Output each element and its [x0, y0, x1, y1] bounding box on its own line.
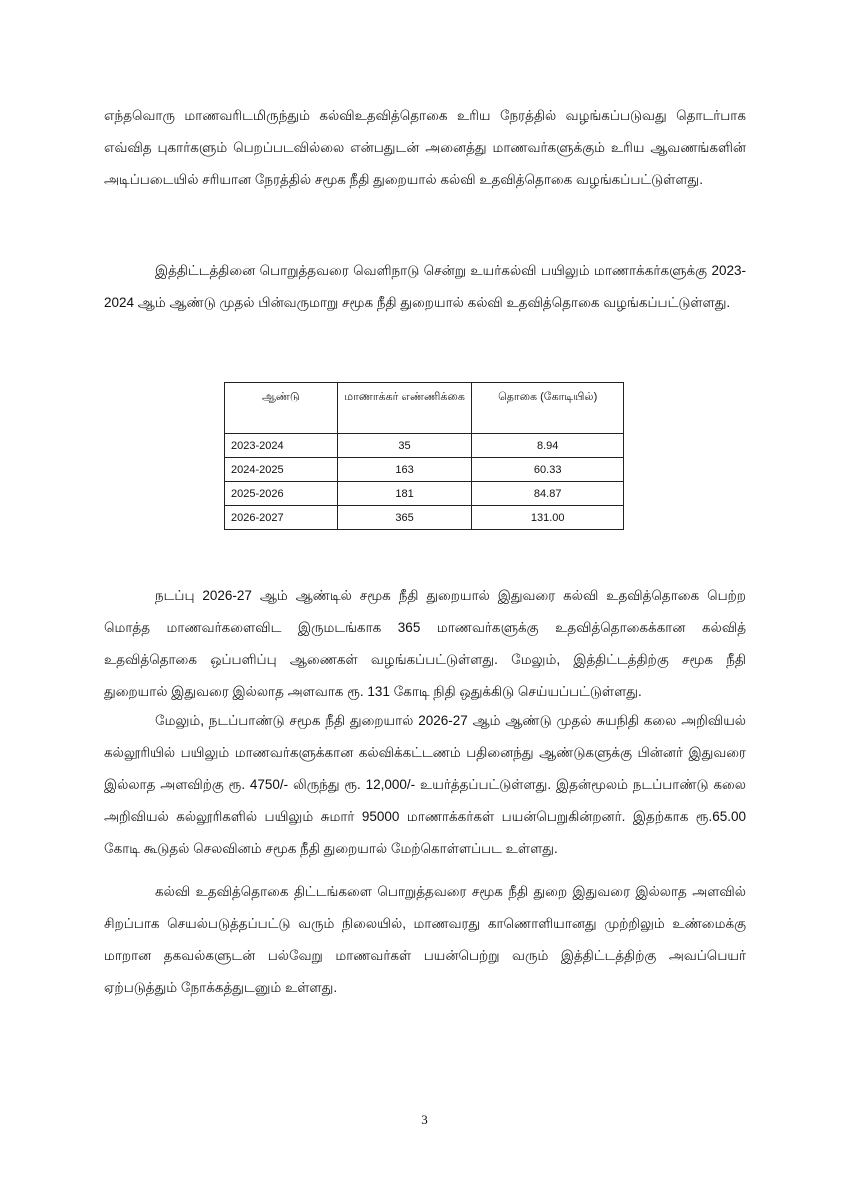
cell-amount: 8.94 [472, 434, 624, 458]
cell-year: 2024-2025 [225, 458, 338, 482]
cell-students: 365 [337, 506, 472, 530]
scholarship-table [224, 382, 624, 530]
table-header-row [225, 383, 624, 434]
cell-year: 2025-2026 [225, 482, 338, 506]
paragraph-complaints: எந்தவொரு மாணவரிடமிருந்தும் கல்விஉதவித்தொகை உரிய நேரத்தில் வழங்கப்படுவது தொடர்பாக எவ்வித புகார்களும் பெறப்படவில்லை என்பதுடன் அனைத்து மாணவர்களுக்கும் உரிய ஆவணங்களின் அடிப்படையில் சரியான நேரத்தில் சமூக நீதி துறையால் கல்வி உதவித்தொகை வழங்கப்பட்டுள்ளது. [104, 108, 746, 187]
table-row [225, 458, 624, 482]
header-amount: தொகை (கோடியில்) [472, 383, 624, 434]
paragraph-current-year: நடப்பு 2026-27 ஆம் ஆண்டில் சமூக நீதி துறையால் இதுவரை கல்வி உதவித்தொகை பெற்ற மொத்த மாணவர்களைவிட இருமடங்காக 365 மாணவர்களுக்கு உதவித்தொகைக்கான கல்வித் உதவித்தொகை ஒப்பளிப்பு ஆணைகள் வழங்கப்பட்டுள்ளது. மேலும், இத்திட்டத்திற்கு சமூக நீதி துறையால் இதுவரை இல்லாத அளவாக ரூ. 131 கோடி நிதி ஒதுக்கிடு செய்யப்பட்டுள்ளது. [104, 588, 746, 699]
cell-amount: 131.00 [472, 506, 624, 530]
cell-amount: 60.33 [472, 458, 624, 482]
paragraph-conclusion: கல்வி உதவித்தொகை திட்டங்களை பொறுத்தவரை சமூக நீதி துறை இதுவரை இல்லாத அளவில் சிறப்பாக செயல்படுத்தப்பட்டு வரும் நிலையில், மாணவரது காணொளியானது முற்றிலும் உண்மைக்கு மாறான தகவல்களுடன் பல்வேறு மாணவர்கள் பயன்பெற்று வரும் இத்திட்டத்திற்கு அவப்பெயர் ஏற்படுத்தும் நோக்கத்துடனும் உள்ளது. [104, 884, 746, 995]
cell-year: 2026-2027 [225, 506, 338, 530]
cell-students: 181 [337, 482, 472, 506]
cell-year: 2023-2024 [225, 434, 338, 458]
page-number: 3 [421, 1112, 428, 1127]
header-year: ஆண்டு [225, 383, 338, 434]
table-row [225, 482, 624, 506]
paragraph-fee-increase: மேலும், நடப்பாண்டு சமூக நீதி துறையால் 2026-27 ஆம் ஆண்டு முதல் சுயநிதி கலை அறிவியல் கல்லூரியில் பயிலும் மாணவர்களுக்கான கல்விக்கட்டணம் பதினைந்து ஆண்டுகளுக்கு பின்னர் இதுவரை இல்லாத அளவிற்கு ரூ. 4750/- லிருந்து ரூ. 12,000/- உயர்த்தப்பட்டுள்ளது. இதன்மூலம் நடப்பாண்டு கலை அறிவியல் கல்லூரிகளில் பயிலும் சுமார் 95000 மாணாக்கர்கள் பயன்பெறுகின்றனர். இதற்காக ரூ.65.00 கோடி கூடுதல் செலவினம் சமூக நீதி துறையால் மேற்கொள்ளப்பட உள்ளது. [104, 713, 746, 856]
header-students: மாணாக்கர் எண்ணிக்கை [337, 383, 472, 434]
cell-students: 35 [337, 434, 472, 458]
cell-amount: 84.87 [472, 482, 624, 506]
table-row [225, 506, 624, 530]
cell-students: 163 [337, 458, 472, 482]
table-row [225, 434, 624, 458]
paragraph-overseas-scheme: இத்திட்டத்தினை பொறுத்தவரை வெளிநாடு சென்று உயர்கல்வி பயிலும் மாணாக்கர்களுக்கு 2023-2024 ஆம் ஆண்டு முதல் பின்வருமாறு சமூக நீதி துறையால் கல்வி உதவித்தொகை வழங்கப்பட்டுள்ளது. [104, 263, 746, 310]
